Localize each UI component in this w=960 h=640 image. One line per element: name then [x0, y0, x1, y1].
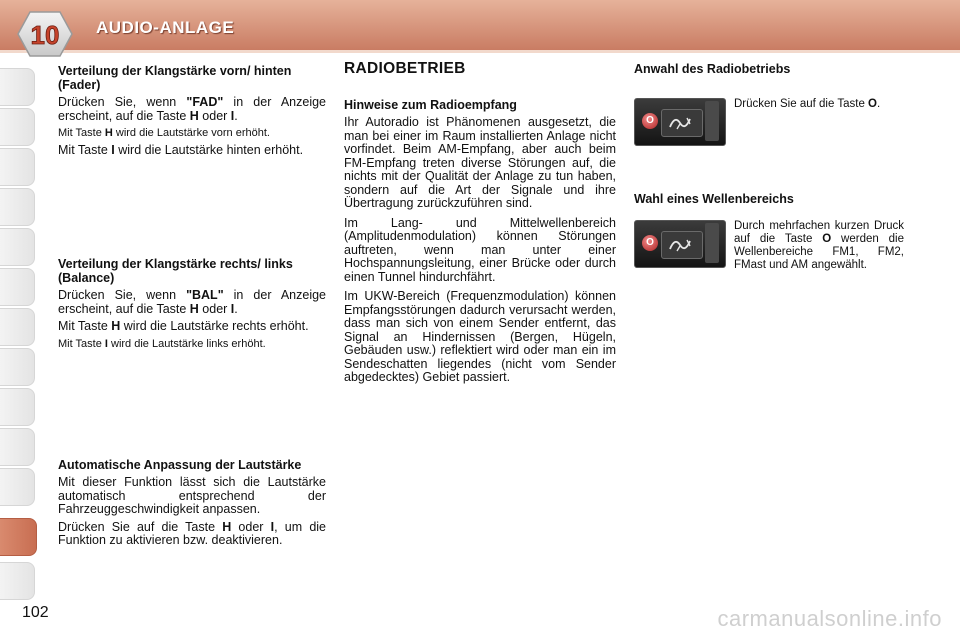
side-tab[interactable] [0, 68, 35, 106]
side-tab[interactable] [0, 228, 35, 266]
radio-select-heading: Anwahl des Radiobetriebs [634, 62, 791, 76]
page-number: 102 [22, 604, 49, 621]
side-tab[interactable] [0, 348, 35, 386]
svg-text:10: 10 [30, 20, 60, 50]
fader-paragraph-2: Mit Taste H wird die Lautstärke vorn erhöht. [58, 127, 270, 139]
side-tab[interactable] [0, 148, 35, 186]
side-tab[interactable] [0, 562, 35, 600]
header-divider [0, 50, 960, 53]
balance-paragraph-3: Mit Taste I wird die Lautstärke links erhöht. [58, 337, 266, 350]
side-tab[interactable] [0, 308, 35, 346]
side-tab-active-chapter[interactable] [0, 518, 37, 556]
side-tab[interactable] [0, 428, 35, 466]
auto-volume-paragraph-2: Drücken Sie auf die Taste H oder I, um die Funktion zu aktivieren bzw. deaktivieren. [58, 519, 327, 547]
auto-volume-paragraph-1: Mit dieser Funktion lässt sich die Lautstärke automatisch entsprechend der Fahrzeuggeschwindigkeit anpassen. [58, 475, 326, 516]
radio-wave-icon [661, 109, 703, 137]
radio-paragraph-3: Im UKW-Bereich (Frequenzmodulation) können Empfangsstörungen dadurch verursacht werden, dass man sich von einem Sender entfernt, das Signal an Hindernissen (Bergen, Hügeln, Gebäuden usw.) reflektiert wird oder man ein im Sendeschatten liegendes (nicht vom Sender abgedecktes) Gebiet passiert. [344, 289, 616, 384]
side-tab[interactable] [0, 188, 35, 226]
side-chapter-tabs [0, 68, 40, 608]
radio-wave-icon [661, 231, 703, 259]
radio-paragraph-1: Ihr Autoradio ist Phänomenen ausgesetzt, die man bei einer im Raum installierten Anlage nicht vorfindet. Beim AM-Empfang, aber auch beim FM-Empfang treten diverse Störungen auf, die nichts mit der Qualität der Anlage zu tun haben, sondern auf die Art der Signale und ihre Übertragung zurückzuführen sind. [344, 115, 616, 210]
balance-heading: Verteilung der Klangstärke rechts/ links (Balance) [58, 257, 293, 285]
balance-paragraph-2: Mit Taste H wird die Lautstärke rechts erhöht. [58, 319, 309, 333]
radio-reception-heading: Hinweise zum Radioempfang [344, 98, 517, 112]
fader-paragraph-3: Mit Taste I wird die Lautstärke hinten erhöht. [58, 143, 304, 157]
radio-mode-title: RADIOBETRIEB [344, 60, 466, 77]
chapter-number-badge [14, 10, 76, 58]
button-panel-edge [705, 101, 719, 141]
middle-column [344, 60, 616, 385]
button-panel-edge [705, 223, 719, 263]
side-tab[interactable] [0, 468, 35, 506]
side-tab[interactable] [0, 268, 35, 306]
watermark: carmanualsonline.info [717, 606, 942, 631]
radio-button-image [634, 98, 726, 146]
right-column [634, 62, 906, 302]
fader-paragraph-1: Drücken Sie, wenn "FAD" in der Anzeige erscheint, auf die Taste H oder I. [58, 95, 327, 123]
fader-section [58, 64, 326, 158]
o-button-icon: O [642, 113, 658, 129]
side-tab[interactable] [0, 388, 35, 426]
left-column [58, 64, 327, 547]
auto-volume-section [58, 458, 326, 548]
chapter-title: AUDIO-ANLAGE [96, 18, 235, 37]
balance-paragraph-1: Drücken Sie, wenn "BAL" in der Anzeige erscheint, auf die Taste H oder I. [58, 288, 327, 316]
radio-select-caption: Drücken Sie auf die Taste O. [734, 98, 881, 110]
band-select-heading: Wahl eines Wellenbereichs [634, 192, 794, 206]
radio-paragraph-2: Im Lang- und Mittelwellenbereich (Amplitudenmodulation) können Störungen auftreten, wenn man unter einer Hochspannungsleitung, einer Brücke oder durch einen Tunnel hindurchfährt. [344, 215, 616, 284]
fader-heading: Verteilung der Klangstärke vorn/ hinten (Fader) [58, 64, 292, 92]
band-button-image [634, 220, 726, 268]
band-select-caption: Durch mehrfachen kurzen Druck auf die Taste O werden die Wellenbereiche FM1, FM2, FMast und AM angewählt. [734, 220, 904, 271]
auto-volume-heading: Automatische Anpassung der Lautstärke [58, 458, 302, 472]
balance-section [58, 257, 326, 351]
side-tab[interactable] [0, 108, 35, 146]
o-button-icon: O [642, 235, 658, 251]
